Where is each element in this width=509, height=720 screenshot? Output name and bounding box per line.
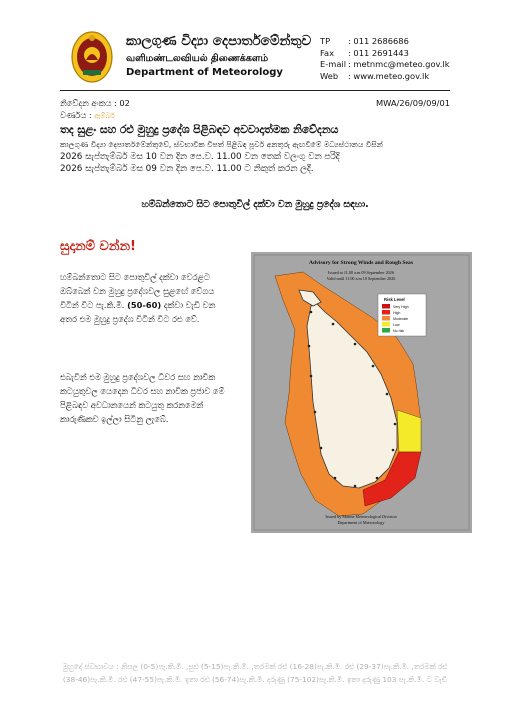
sea-state-footer: මුහුදේ ස්වභාවය : නිසල (0-5)පැ.කි.මී. ,සුළු (5-15)පැ.කි.මී. ,තරමක් රළු (16-28)පැ.කි.මී. රළු (29-37)පැ.කි.මී. ,තරමක් රළු (38-46)පැ.කි.මී. රළු (47-55)පැ.කි.මී. ඉතා රළු (56-74)පැ.කි.මී. දරුණු (75-102)පැ.කි.මී. ඉතා දරුණු 103 පැ.කි.මී. ට වැඩි <box>62 662 448 684</box>
bulletin-title: තද සුළං සහ රළු මුහුදු ප්‍රදේශ පිළිබඳව අවවාදාත්මක නිවේදනය <box>60 123 339 136</box>
org-name-sinhala: කාලගුණ විද්‍යා දෙපාර්තමේන්තුව <box>126 33 312 49</box>
legend-label-moderate: Moderate <box>393 317 409 321</box>
org-name-english: Department of Meteorology <box>126 67 283 78</box>
map-title: Advisory for Strong Winds and Rough Seas <box>308 260 414 266</box>
bulletin-reference: MWA/26/09/09/01 <box>376 98 450 108</box>
legend-label-low: Low <box>393 323 400 327</box>
color-label: වර්ණය : <box>60 110 95 120</box>
contact-label: Fax <box>320 47 335 58</box>
contact-value: : 011 2686686 <box>348 36 409 46</box>
alert-heading: සුදානම් වන්න! <box>60 239 136 254</box>
map-issued: Issued at 11.00 a.m 09 September 2026 <box>328 270 394 275</box>
map-valid: Valid until 11.00 a.m 10 September 2026 <box>326 276 396 281</box>
region-statement: හම්බන්තොට සිට පොතුවිල් දක්වා වන මුහුදු ප්‍රදේශ සඳහා. <box>141 199 369 210</box>
map-issuer-dept: Department of Meteorology <box>337 520 385 525</box>
color-value: ඇම්බර් <box>94 112 115 120</box>
legend-title: Risk Level <box>384 297 405 302</box>
contact-web <box>320 71 450 83</box>
legend-label-no-risk: No risk <box>393 329 405 333</box>
contact-phone <box>320 36 450 48</box>
wind-speed-range: (50-60) <box>127 300 162 310</box>
contact-value: : 011 2691443 <box>348 47 409 58</box>
contact-label: Web <box>320 70 339 81</box>
legend-swatch-high <box>382 310 390 315</box>
map-issuer: Issued by Marine Meteorological Division <box>325 514 397 519</box>
alert-paragraph-wind <box>60 270 230 326</box>
issued-statement <box>60 139 455 176</box>
department-emblem-logo <box>69 30 115 86</box>
legend-swatch-moderate <box>382 316 390 321</box>
header-divider <box>60 90 450 91</box>
alert-paragraph-advice: එබැවින් එම මුහුදු ප්‍රදේශවල ධීවර සහ නාවික කටයුතුවල යෙදෙන ධීවර සහ නාවික ප්‍රජාව මේ පිළිබඳව අවධානයෙන් කටයුතු කරනමෙන් කාරුණිකව ඉල්ලා සිටිනු ලැබේ. <box>60 372 225 424</box>
legend-label-high: High <box>393 311 401 315</box>
bulletin-color <box>60 110 115 121</box>
legend-label-very-high: Very High <box>393 305 409 309</box>
contact-label: TP <box>320 36 331 46</box>
issued-line: 2026 සැප්තැම්බර් මස 09 වන දින පෙ.ව. 11.00 ට නිකුත් කරන ලදී. <box>60 164 314 175</box>
bulletin-number: නිවේදන අංකය : 02 <box>60 98 130 108</box>
legend-swatch-very-high <box>382 304 390 309</box>
legend-swatch-low <box>382 322 390 327</box>
para-text: දක්වා වැඩි වන අතර එම මුහුදු ප්‍රදේශ විටින් විට රළු වේ. <box>60 300 216 324</box>
risk-legend <box>378 294 426 336</box>
contact-web-link[interactable]: : www.meteo.gov.lk <box>348 70 430 81</box>
issued-line: 2026 සැප්තැම්බර් මස 10 වන දින පෙ.ව. 11.00 වන තෙක් වලංගු වන පරිදි <box>60 152 340 163</box>
contact-email <box>320 59 450 71</box>
contact-label: E-mail <box>320 59 347 70</box>
contact-block <box>320 36 450 82</box>
advisory-map <box>251 252 472 533</box>
issued-line: කාලගුණ විද්‍යා දෙපාර්තමේන්තුවේ, ස්වභාවික විපත් පිළිබඳ පූර්ව අනතුරු ඇඟවීමේ මධ්‍යස්ථානය විසින් <box>60 140 383 149</box>
contact-email-link[interactable]: : metnmc@meteo.gov.lk <box>348 59 450 70</box>
para-text: හම්බන්තොට සිට පොතුවිල් දක්වා වෙරළට ඔබ්බෙන් වන මුහුදු ප්‍රදේශවල සුළඟේ වේගය විටින් විට පැ.කි.මී. <box>60 272 215 310</box>
legend-swatch-no-risk <box>382 328 390 333</box>
org-name-tamil: வளிமண்டலவியல் திணைக்களம் <box>126 53 269 64</box>
contact-fax <box>320 48 450 60</box>
